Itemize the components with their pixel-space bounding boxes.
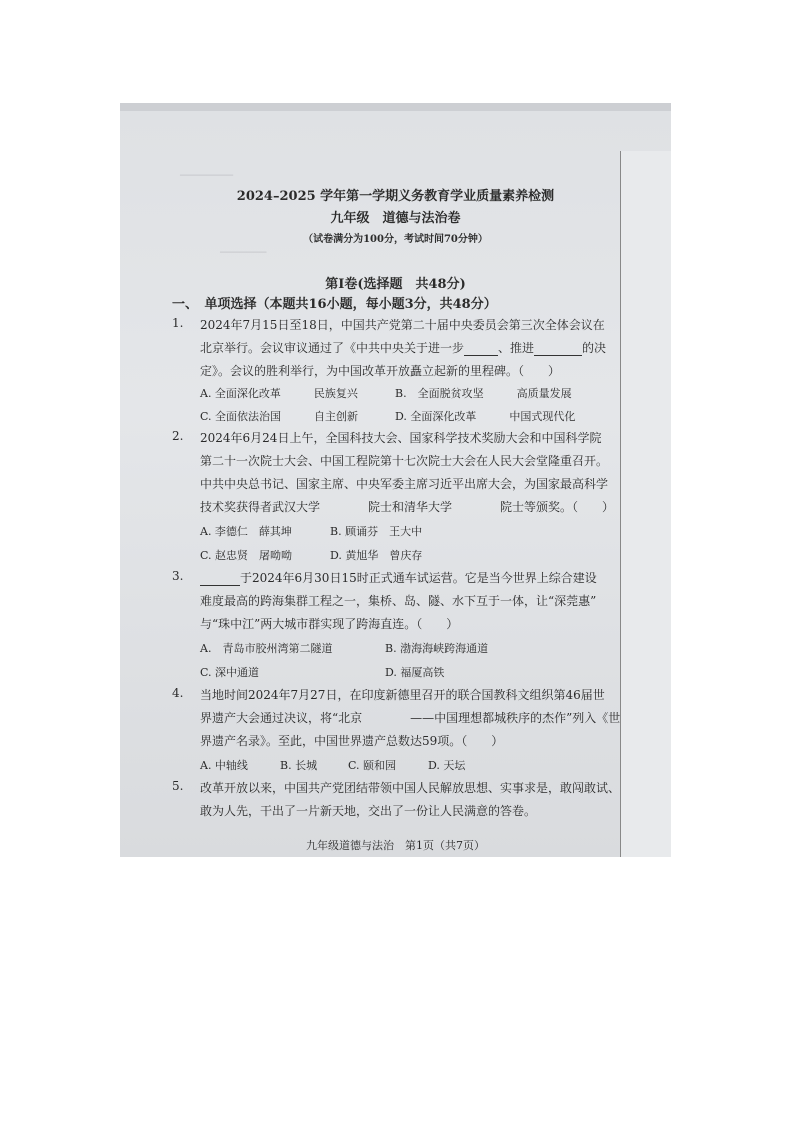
exam-subject: 九年级 道德与法治卷 — [330, 211, 461, 226]
question-text: 敢为人先，干出了一片新天地，交出了一份让人民满意的答卷。 — [200, 804, 537, 818]
question-text: 技术奖获得者武汉大学 院士和清华大学 院士等颁奖。（ ） — [200, 500, 615, 514]
option-d: D. 福厦高铁 — [385, 666, 445, 679]
option-a: A. 李德仁 薛其坤 — [200, 525, 292, 538]
exam-note: （试卷满分为100分，考试时间70分钟） — [303, 234, 488, 245]
question-text: 改革开放以来，中国共产党团结带领中国人民解放思想、实事求是，敢闯敢试、 — [200, 781, 621, 795]
question-text: 第二十一次院士大会、中国工程院第十七次院士大会在人民大会堂隆重召开。 — [200, 454, 609, 468]
option-c: C. 深中通道 — [200, 666, 260, 679]
question-text — [200, 569, 597, 586]
question-text: 难度最高的跨海集群工程之一，集桥、岛、隧、水下互于一体，让“深莞惠” — [200, 594, 597, 608]
answer-blank — [464, 341, 498, 356]
option-b: B. 长城 — [280, 759, 318, 772]
question-text — [200, 339, 606, 356]
page-footer: 九年级道德与法治 第1页（共7页） — [306, 839, 485, 852]
question-number: 3. — [172, 569, 184, 583]
question-text: 界遗产名录》。至此，中国世界遗产总数达59项。（ ） — [200, 734, 504, 748]
question-text-part: 、推进 — [498, 341, 535, 355]
option-c: C. 赵忠贤 屠呦呦 — [200, 549, 293, 562]
option-b: B. 渤海海峡跨海通道 — [385, 642, 489, 655]
second-page-edge — [620, 151, 671, 857]
bleed-through: ──────── — [180, 169, 233, 182]
answer-blank — [200, 571, 240, 586]
question-text: 界遗产大会通过决议，将“北京 ——中国理想都城秩序的杰作”列入《世 — [200, 711, 621, 725]
question-text: 当地时间2024年7月27日，在印度新德里召开的联合国教科文组织第46届世 — [200, 688, 605, 702]
question-text: 2024年7月15日至18日，中国共产党第二十届中央委员会第三次全体会议在 — [200, 318, 605, 332]
question-text: 与“珠中江”两大城市群实现了跨海直连。（ ） — [200, 617, 459, 631]
part-title: 第Ⅰ卷(选择题 共48分) — [325, 277, 466, 292]
option-a: A. 青岛市胶州湾第二隧道 — [200, 642, 333, 655]
option-d: D. 天坛 — [428, 759, 466, 772]
option-b: B. 顾诵芬 王大中 — [330, 525, 423, 538]
question-text-part: 北京举行。会议审议通过了《中共中央关于进一步 — [200, 341, 465, 355]
option-a: A. 中轴线 — [200, 759, 248, 772]
question-text: 2024年6月24日上午，全国科技大会、国家科学技术奖励大会和中国科学院 — [200, 431, 602, 445]
option-a: A. 全面深化改革 民族复兴 — [200, 387, 358, 400]
question-number: 5. — [172, 779, 184, 793]
exam-title: 2024–2025 学年第一学期义务教育学业质量素养检测 — [236, 189, 555, 204]
bleed-through: ─────── — [220, 246, 267, 259]
exam-sheet — [120, 111, 671, 857]
question-text-part: 的决 — [582, 341, 607, 355]
answer-blank — [534, 341, 582, 356]
option-d: D. 全面深化改革 中国式现代化 — [395, 410, 576, 423]
option-c: C. 颐和园 — [348, 759, 397, 772]
photo-background — [120, 103, 671, 857]
question-text: 定》。会议的胜利举行，为中国改革开放矗立起新的里程碑。（ ） — [200, 364, 561, 378]
question-text-part: 于2024年6月30日15时正式通车试运营。它是当今世界上综合建设 — [240, 571, 597, 585]
option-c: C. 全面依法治国 自主创新 — [200, 410, 359, 423]
question-number: 1. — [172, 316, 184, 330]
option-b: B. 全面脱贫攻坚 高质量发展 — [395, 387, 572, 400]
option-d: D. 黄旭华 曾庆存 — [330, 549, 423, 562]
question-text: 中共中央总书记、国家主席、中央军委主席习近平出席大会，为国家最高科学 — [200, 477, 609, 491]
question-number: 2. — [172, 429, 184, 443]
question-number: 4. — [172, 686, 184, 700]
section-title: 一、 单项选择（本题共16小题，每小题3分，共48分） — [172, 297, 497, 312]
